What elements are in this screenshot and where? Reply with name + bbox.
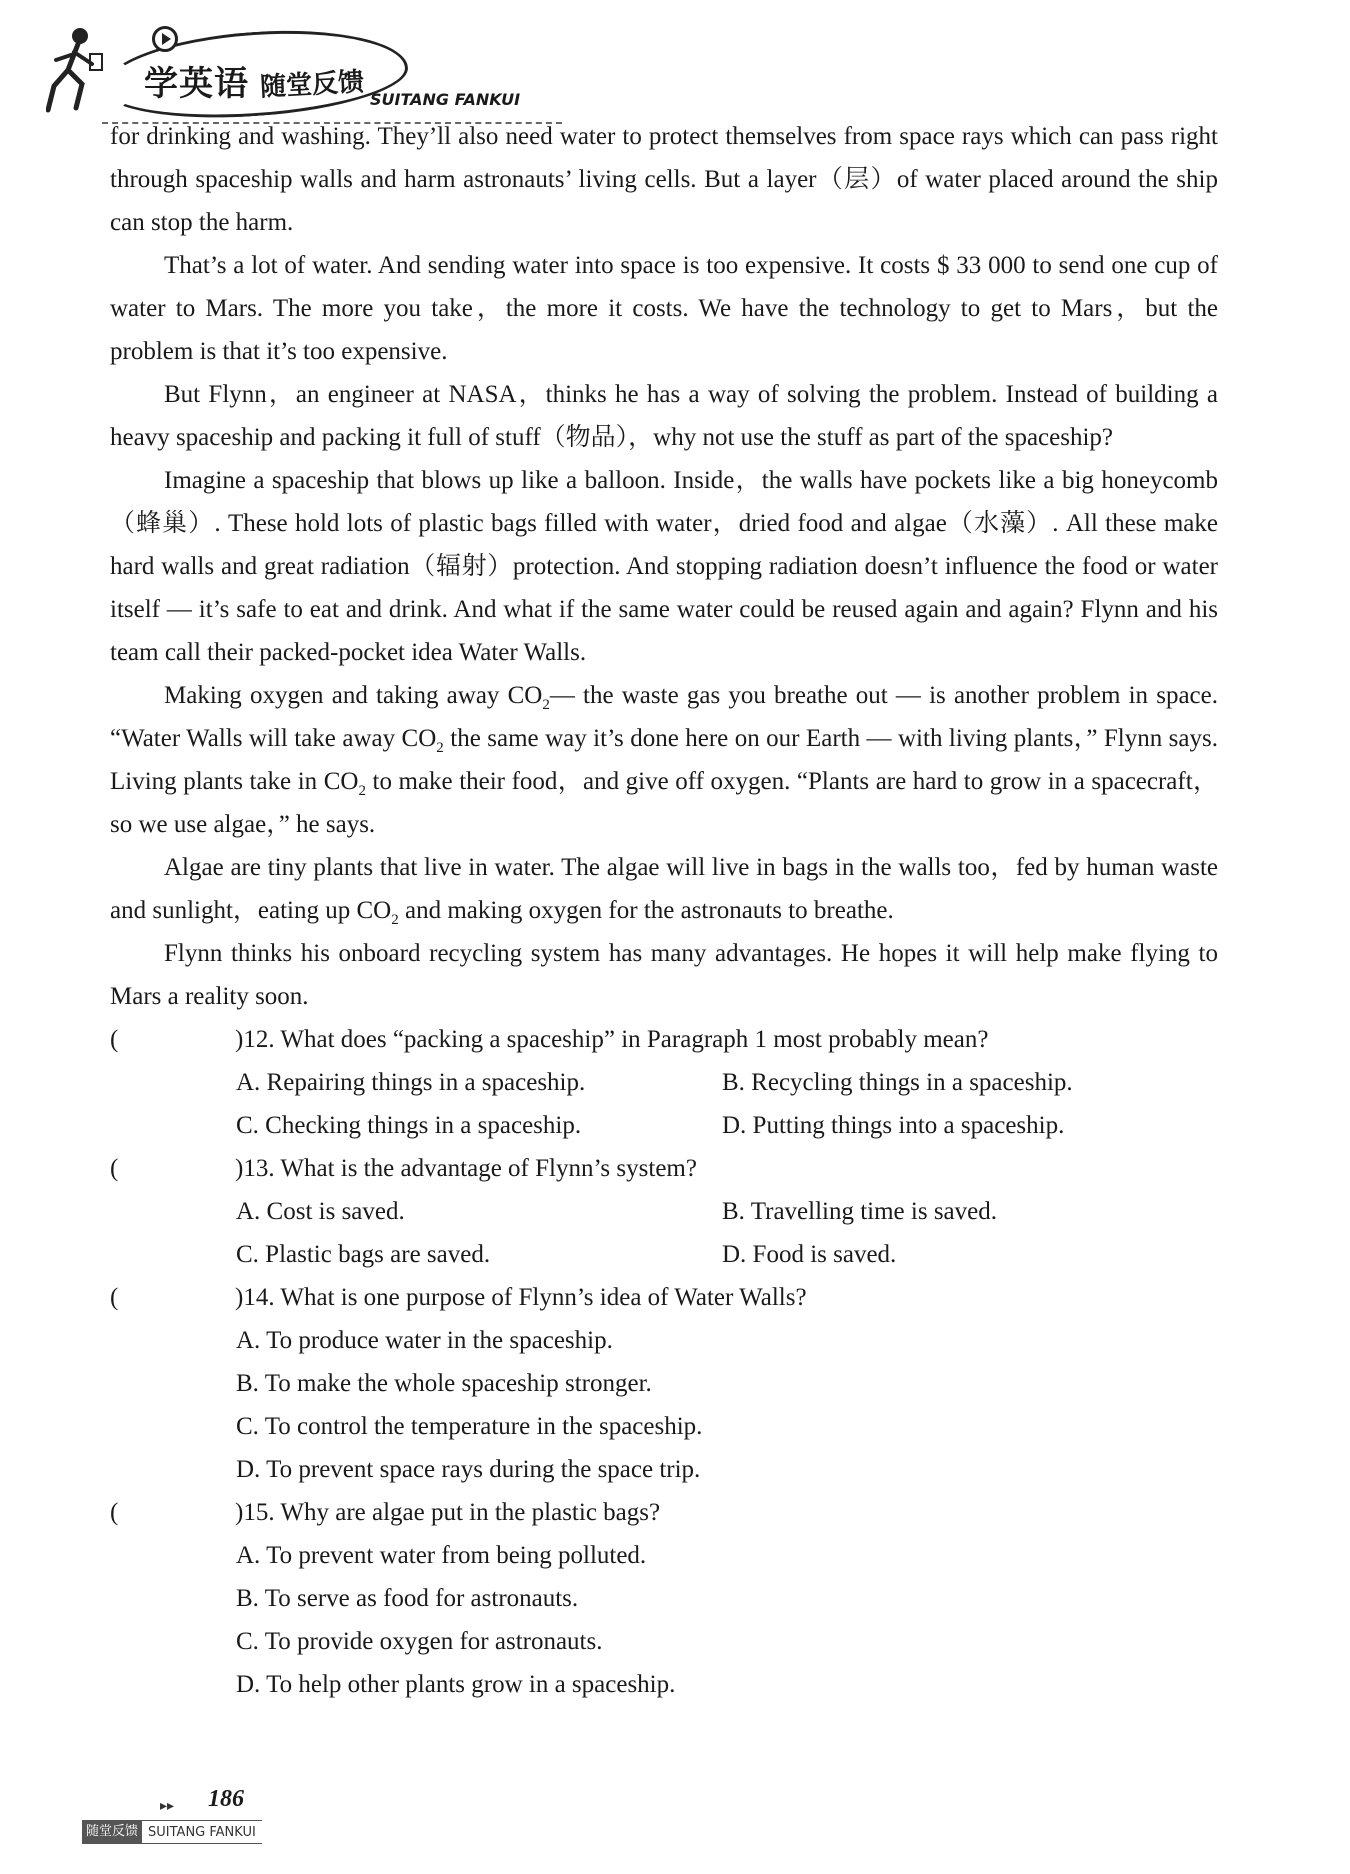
option-d: D. To help other plants grow in a spaceship. [236, 1671, 676, 1698]
question-stem: )12. What does “packing a spaceship” in Paragraph 1 most probably mean? [235, 1026, 989, 1053]
question-13 [110, 1147, 1218, 1276]
footer-badge-en: SUITANG FANKUI [148, 1824, 256, 1840]
logo-subtitle-en: SUITANG FANKUI [370, 90, 521, 109]
double-arrow-icon: ▸▸ [160, 1798, 175, 1814]
paragraph-6 [110, 846, 1218, 932]
paragraph-4: Imagine a spaceship that blows up like a balloon. Inside，the walls have pockets like a big honeycomb（蜂巢）. These hold lots of plastic bags filled with water，dried food and algae（水藻）. All these make hard walls and great radiation（辐射）protection. And stopping radiation doesn’t influence the food or water itself — it’s safe to eat and drink. And what if the same water could be reused again and again? Flynn and his team call their packed-pocket idea Water Walls. [110, 467, 1218, 666]
question-15 [110, 1491, 1218, 1706]
question-stem: )15. Why are algae put in the plastic bags? [235, 1499, 661, 1526]
answer-blank[interactable]: ( [110, 1499, 119, 1526]
text-run: Making oxygen and taking away CO [164, 682, 543, 709]
text-run: and making oxygen for the astronauts to breathe. [398, 897, 894, 924]
answer-blank[interactable]: ( [110, 1026, 119, 1053]
answer-blank[interactable]: ( [110, 1284, 119, 1311]
option-b: B. To serve as food for astronauts. [236, 1585, 579, 1612]
option-b: B. Travelling time is saved. [722, 1198, 997, 1225]
subscript: 2 [436, 740, 444, 756]
question-stem: )13. What is the advantage of Flynn’s system? [235, 1155, 697, 1182]
subscript: 2 [358, 783, 366, 799]
footer-badge [82, 1820, 262, 1844]
question-14 [110, 1276, 1218, 1491]
text-run: Algae are tiny plants that live in water. The algae will live in bags in the walls too，fed by human waste and sunlight，eating up CO [110, 854, 1218, 924]
option-b: B. To make the whole spaceship stronger. [236, 1370, 652, 1397]
option-a: A. Cost is saved. [236, 1198, 405, 1225]
question-stem: )14. What is one purpose of Flynn’s idea of Water Walls? [235, 1284, 807, 1311]
option-a: A. Repairing things in a spaceship. [236, 1069, 586, 1096]
option-c: C. Plastic bags are saved. [236, 1241, 491, 1268]
question-12 [110, 1018, 1218, 1147]
subscript: 2 [542, 697, 550, 713]
option-c: C. To provide oxygen for astronauts. [236, 1628, 603, 1655]
option-c: C. To control the temperature in the spaceship. [236, 1413, 703, 1440]
option-b: B. Recycling things in a spaceship. [722, 1069, 1073, 1096]
runner-figure-icon [46, 24, 106, 114]
text-run: — the waste gas you breathe out — is another problem in space. “Water Walls will take away CO [110, 682, 1218, 752]
paragraph-1: for drinking and washing. They’ll also need water to protect themselves from space rays which can pass right through spaceship walls and harm astronauts’ living cells. But a layer（层）of water placed around the ship can stop the harm. [110, 123, 1218, 236]
option-c: C. Checking things in a spaceship. [236, 1112, 582, 1139]
text-run: the same way it’s done here on our Earth — with living plants，” Flynn says. Living plants take in CO [110, 725, 1218, 795]
paragraph-7: Flynn thinks his onboard recycling system has many advantages. He hopes it will help make flying to Mars a reality soon. [110, 940, 1218, 1010]
option-a: A. To produce water in the spaceship. [236, 1327, 613, 1354]
option-a: A. To prevent water from being polluted. [236, 1542, 647, 1569]
option-d: D. Putting things into a spaceship. [722, 1112, 1065, 1139]
option-d: D. To prevent space rays during the space trip. [236, 1456, 701, 1483]
option-d: D. Food is saved. [722, 1241, 897, 1268]
footer-badge-cn: 随堂反馈 [82, 1821, 142, 1843]
text-run: to make their food，and give off oxygen. “Plants are hard to grow in a spacecraft，so we use algae，” he says. [110, 768, 1218, 838]
logo-subtitle: 随堂反馈 [259, 67, 365, 103]
play-icon [152, 26, 178, 52]
paragraph-2: That’s a lot of water. And sending water into space is too expensive. It costs $ 33 000 to send one cup of water to Mars. The more you take，the more it costs. We have the technology to get to Mars，but the problem is that it’s too expensive. [110, 252, 1218, 365]
logo-title: 学英语 [144, 64, 249, 104]
page-content [110, 115, 1218, 1706]
answer-blank[interactable]: ( [110, 1155, 119, 1182]
paragraph-3: But Flynn，an engineer at NASA，thinks he has a way of solving the problem. Instead of building a heavy spaceship and packing it full of stuff（物品），why not use the stuff as part of the spaceship? [110, 381, 1218, 451]
page-header [40, 18, 560, 118]
paragraph-5 [110, 674, 1218, 846]
subscript: 2 [391, 912, 399, 928]
page-number: 186 [208, 1786, 244, 1812]
